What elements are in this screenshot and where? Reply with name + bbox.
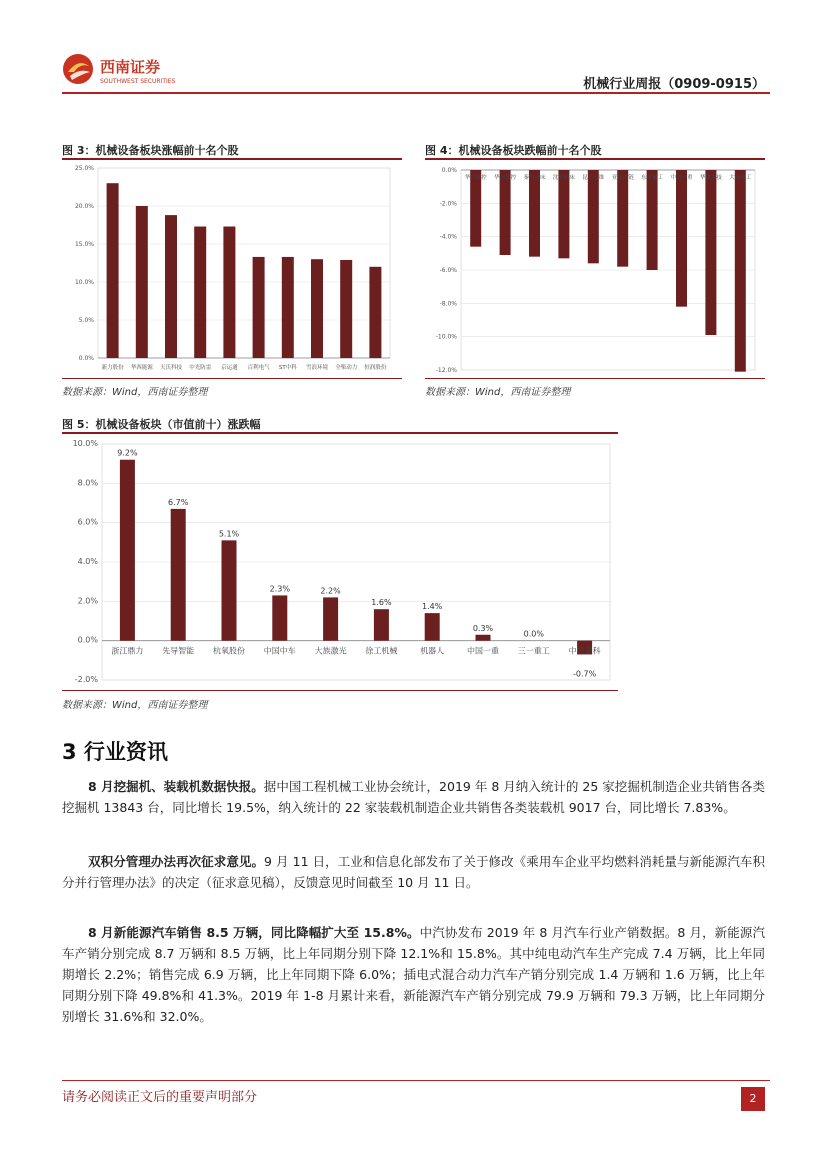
bar [425,613,440,641]
logo-cn: 西南证券 [100,58,161,76]
data-label: 9.2% [117,448,138,458]
bar [311,259,323,358]
y-tick-label: 0.0% [78,355,94,362]
data-label: 2.2% [320,586,341,596]
category-label: 百利电气 [247,365,270,371]
fig3-source: 数据来源：Wind，西南证券整理 [62,387,208,398]
news-text-1: 据中国工程机械工业协会统计，2019 年 8 月纳入统计的 25 家挖掘机制造企业共销售各类挖掘机 13843 台，同比增长 19.5%，纳入统计的 22 家装载机制造企业共销售各类装载机 9017 台，同比增长 7.83%。 [62,779,765,815]
y-tick-label: -2.0% [74,675,98,684]
news-paragraph-1 [62,776,765,818]
header-divider [62,92,770,94]
fig5-title: 图 5：机械设备板块（市值前十）涨跌幅 [62,418,261,431]
news-lead-1: 8 月挖掘机、装载机数据快报。 [88,779,264,794]
category-label: 东方精工 [641,175,664,181]
category-label: 中国中车 [263,646,296,656]
bar [120,460,135,641]
bar [470,170,481,247]
category-label: 华中数控 [464,175,487,181]
bar [223,227,235,358]
category-label: 秦川机床 [523,175,546,181]
y-tick-label: 0.0% [77,635,98,645]
fig4-title: 图 4：机械设备板块跌幅前十名个股 [425,144,602,157]
bar [165,215,177,358]
page-number: 2 [741,1087,765,1111]
y-tick-label: 5.0% [78,317,94,324]
bar [222,540,237,640]
bar [136,206,148,358]
category-label: 杭氧股份 [213,646,245,656]
category-label: 亚星锚链 [611,175,634,181]
news-paragraph-3 [62,922,765,1027]
logo [62,50,262,90]
bar [476,635,491,641]
report-name: 机械行业周报（0909-0915） [583,77,765,92]
y-tick-label: 2.0% [77,596,98,606]
data-label: 1.4% [422,602,443,612]
fig3-bottom-rule [62,378,402,379]
category-label: 京运通 [221,365,238,371]
y-tick-label: 25.0% [74,165,94,172]
fig3-title: 图 3：机械设备板块涨幅前十名个股 [62,144,239,157]
y-tick-label: 6.0% [77,517,98,527]
news-text-2: 9 月 11 日，工业和信息化部发布了关于修改《乘用车企业平均燃料消耗量与新能源汽车积分并行管理办法》的决定（征求意见稿），反馈意见时间截至 10 月 11 日。 [62,854,765,890]
fig4-source: 数据来源：Wind，西南证券整理 [425,387,571,398]
logo-circle [63,54,93,84]
category-label: 华铁科技 [699,175,722,181]
data-label: 0.0% [523,629,544,639]
category-label: 中国一重 [467,646,499,656]
data-label: -0.7% [572,669,597,679]
category-label: 机器人 [420,646,445,656]
y-tick-label: -8.0% [439,300,457,308]
y-tick-label: 0.0% [441,167,457,174]
y-tick-label: -12.0% [435,367,457,374]
category-label: 中联重科 [568,646,601,656]
news-lead-3: 8 月新能源汽车销售 8.5 万辆，同比降幅扩大至 15.8%。 [88,925,420,940]
category-label: 大族激光 [314,646,347,656]
bar [253,257,265,358]
fig4-bottom-rule [425,378,765,379]
bar [194,227,206,358]
data-label: 5.1% [218,529,240,539]
data-label: 0.3% [472,623,494,633]
y-tick-label: 20.0% [74,203,94,210]
category-label: 华西能源 [130,365,153,371]
category-label: 雪浪环境 [305,365,329,371]
y-tick-label: 15.0% [74,241,94,248]
fig4-chart [425,160,765,378]
bar [529,170,540,257]
category-label: 中国一重 [670,175,693,181]
category-label: 先导智能 [162,646,195,656]
bar [369,267,381,358]
data-label: 6.7% [168,497,189,507]
bar [705,170,716,335]
bar [617,170,628,267]
section-title: 3 行业资讯 [62,740,168,764]
fig5-bottom-rule [62,690,618,691]
category-label: 全柴动力 [335,365,358,371]
category-label: 沈阳机床 [552,175,575,181]
category-label: 华东数控 [494,175,517,181]
category-label: 昆仑万维 [582,175,605,181]
fig5-chart [62,434,618,690]
y-tick-label: 4.0% [77,557,98,566]
bar [171,509,186,641]
bar [323,597,338,640]
category-label: 恒润股份 [364,365,387,371]
category-label: 大连重工 [729,175,752,181]
y-tick-label: 10.0% [74,279,94,286]
bar [272,595,287,640]
bar [558,170,569,258]
data-label: 2.3% [269,584,290,594]
bar [107,183,119,358]
bar [500,170,511,255]
y-tick-label: -2.0% [439,200,457,208]
y-tick-label: 10.0% [72,439,98,448]
y-tick-label: 8.0% [77,478,98,488]
bar [676,170,687,307]
footer-disclaimer: 请务必阅读正文后的重要声明部分 [62,1090,258,1105]
news-paragraph-2 [62,851,765,893]
y-tick-label: -4.0% [439,233,457,241]
news-lead-2: 双积分管理办法再次征求意见。 [88,854,265,869]
y-tick-label: -10.0% [435,333,457,341]
bar [282,257,294,358]
logo-en: SOUTHWEST SECURITIES [100,78,176,85]
footer-divider [62,1080,770,1081]
bar [374,609,389,640]
category-label: 新力股份 [101,365,124,371]
category-label: 三一重工 [517,646,550,656]
category-label: ST中科 [278,365,297,371]
category-label: 天沃科技 [159,365,183,371]
fig5-source: 数据来源：Wind，西南证券整理 [62,700,208,711]
category-label: 中光防雷 [189,365,212,371]
category-label: 浙江鼎力 [111,646,144,656]
bar [735,170,746,372]
bar [340,260,352,358]
fig3-chart [62,160,402,378]
bar [647,170,658,270]
data-label: 1.6% [371,598,392,608]
news-text-3: 中汽协发布 2019 年 8 月汽车行业产销数据。8 月，新能源汽车产销分别完成 8.7 万辆和 8.5 万辆，比上年同期分别下降 12.1%和 15.8%。其中纯电动汽车生产完成 7.4 万辆，比上年同期增长 2.2%；销售完成 6.9 万辆，比上年同期下降 6.0%；插电式混合动力汽车产销分别完成 1.4 万辆和 1.6 万辆，比上年同期分别下降 49.8%和 41.3%。2019 年 1-8 月累计来看，新能源汽车产销分别完成 79.9 万辆和 79.3 万辆，比上年同期分别增长 31.6%和 32.0%。 [62,925,765,1024]
category-label: 徐工机械 [365,646,398,656]
bar [588,170,599,263]
y-tick-label: -6.0% [439,267,457,274]
